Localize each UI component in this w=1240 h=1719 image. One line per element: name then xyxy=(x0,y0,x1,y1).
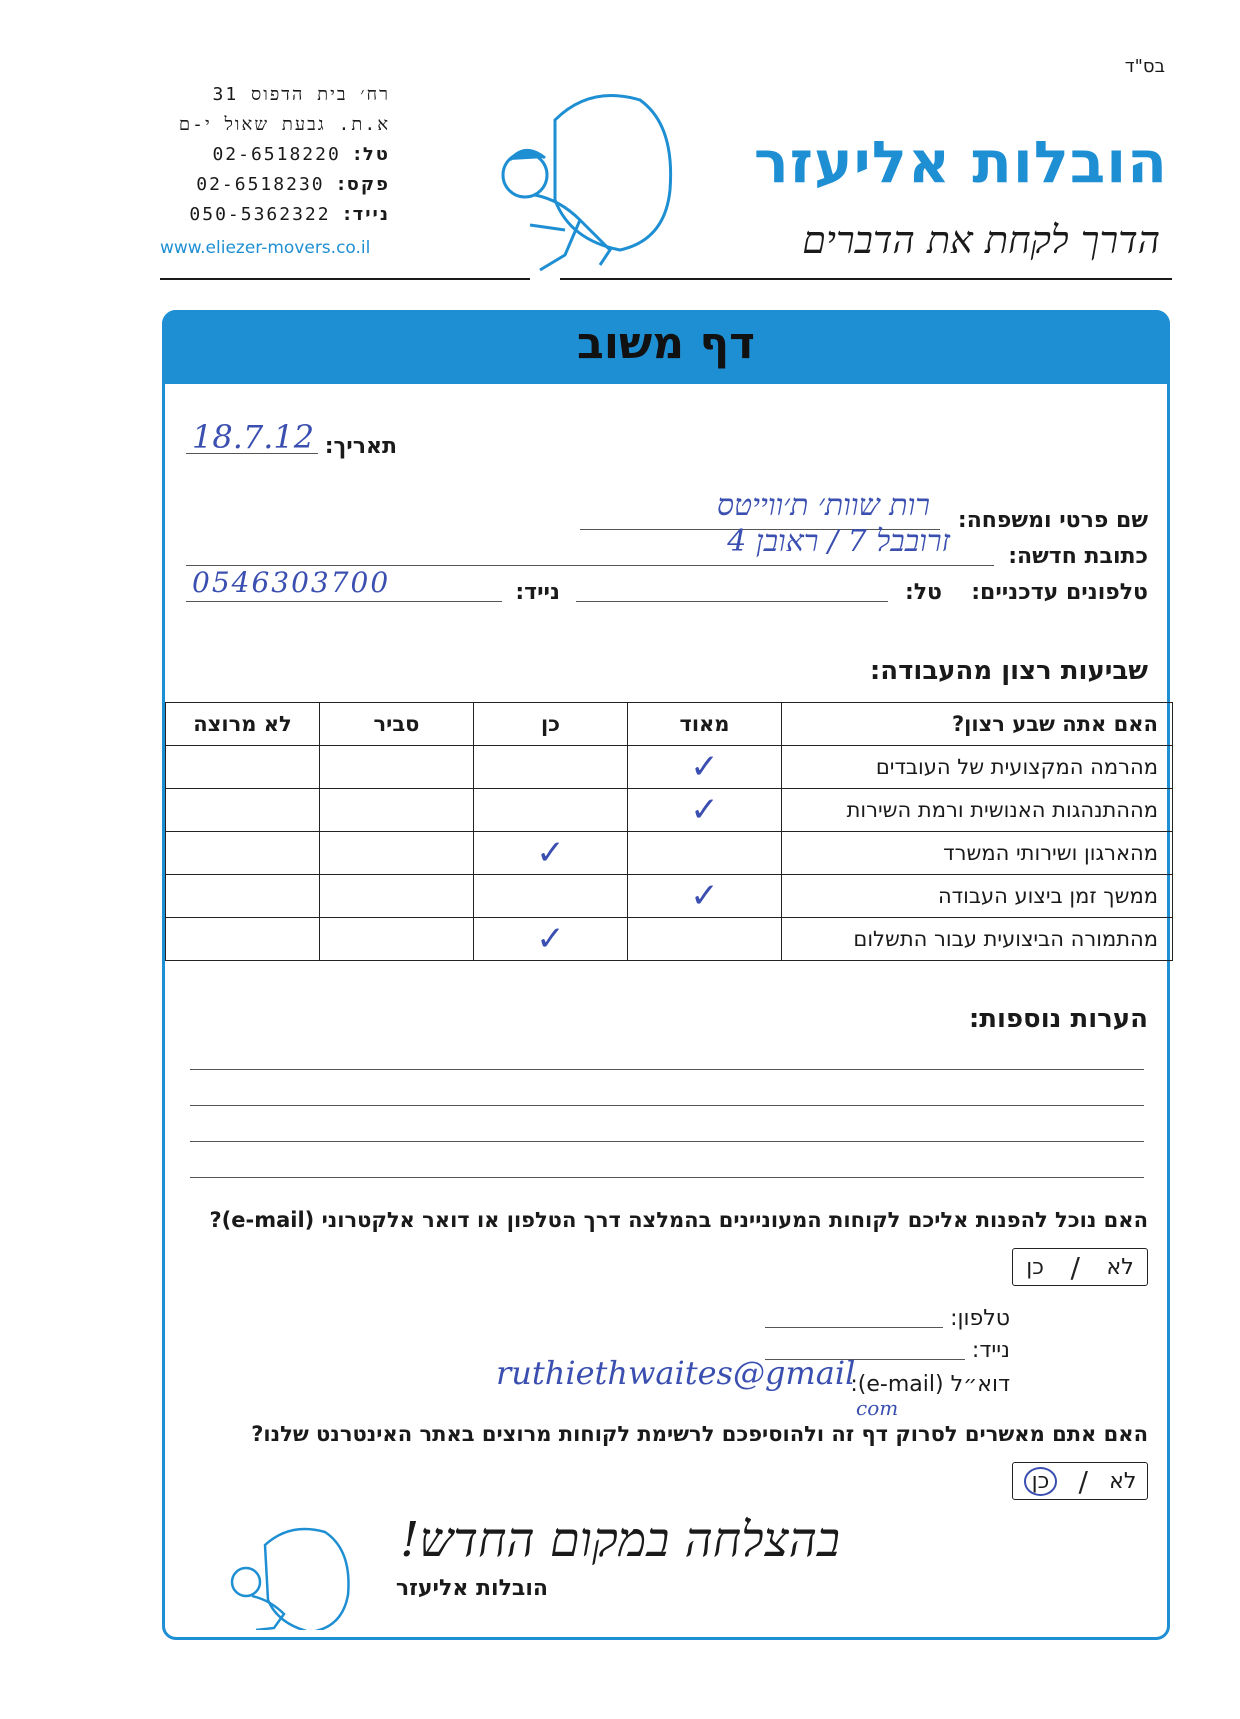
referral-no-option[interactable]: לא xyxy=(1106,1254,1134,1280)
check-cell[interactable]: ✓ xyxy=(628,875,782,918)
check-cell[interactable]: ✓ xyxy=(628,789,782,832)
address-line-1: רח׳ בית הדפוס 31 xyxy=(212,84,390,105)
scan-yes-option[interactable]: כן xyxy=(1024,1467,1058,1496)
tel-field[interactable] xyxy=(576,600,888,602)
header-divider-right xyxy=(560,278,1172,280)
column-header-yes: כן xyxy=(474,703,628,746)
company-name: הובלות אליעזר xyxy=(753,128,1168,196)
check-cell[interactable] xyxy=(166,832,320,875)
notes-line[interactable] xyxy=(190,1068,1144,1070)
row-question: מהארגון ושירותי המשרד xyxy=(782,832,1173,875)
mobile-value: 0546303700 xyxy=(192,566,391,599)
scan-no-option[interactable]: לא xyxy=(1109,1468,1137,1494)
referral-email-label: דוא״ל (e-mail): xyxy=(850,1372,1010,1397)
notes-line[interactable] xyxy=(190,1104,1144,1106)
table-header-row xyxy=(166,703,1173,746)
satisfaction-table xyxy=(165,702,1173,961)
check-cell[interactable] xyxy=(166,918,320,961)
mobile-label: נייד: xyxy=(515,580,560,605)
check-cell[interactable] xyxy=(320,918,474,961)
website-link[interactable]: www.eliezer-movers.co.il xyxy=(160,238,371,258)
referral-phone-field[interactable] xyxy=(765,1326,943,1328)
satisfaction-heading: שביעות רצון מהעבודה: xyxy=(869,656,1148,686)
table-row xyxy=(166,832,1173,875)
mover-mascot-small-icon xyxy=(210,1520,360,1630)
check-cell[interactable] xyxy=(474,875,628,918)
referral-question: האם נוכל להפנות אליכם לקוחות המעוניינים בהמלצה דרך הטלפון או דואר אלקטרוני (e-mail)? xyxy=(209,1208,1148,1232)
check-cell[interactable] xyxy=(474,746,628,789)
slash-divider: / xyxy=(1078,1464,1088,1498)
check-cell[interactable]: ✓ xyxy=(474,918,628,961)
check-cell[interactable] xyxy=(166,875,320,918)
phones-label: טלפונים עדכניים: xyxy=(971,580,1148,605)
address-label: כתובת חדשה: xyxy=(1008,544,1148,569)
table-row xyxy=(166,918,1173,961)
table-row xyxy=(166,789,1173,832)
name-label: שם פרטי ומשפחה: xyxy=(957,508,1148,533)
row-question: ממשך זמן ביצוע העבודה xyxy=(782,875,1173,918)
check-cell[interactable] xyxy=(166,789,320,832)
check-cell[interactable] xyxy=(628,918,782,961)
slash-divider: / xyxy=(1070,1250,1080,1284)
check-cell[interactable] xyxy=(166,746,320,789)
tel-label: טל: xyxy=(904,580,942,605)
phone-number: 02-6518220 xyxy=(212,144,341,165)
referral-phone-label: טלפון: xyxy=(950,1306,1010,1331)
date-value: 18.7.12 xyxy=(192,418,315,456)
fax-line xyxy=(160,170,390,200)
notes-heading: הערות נוספות: xyxy=(968,1004,1148,1034)
row-question: מהרמה המקצועית של העובדים xyxy=(782,746,1173,789)
mobile-label: נייד: xyxy=(343,204,390,225)
form-title: דף משוב xyxy=(576,318,756,369)
check-cell[interactable] xyxy=(320,789,474,832)
check-cell[interactable]: ✓ xyxy=(474,832,628,875)
referral-email-suffix: com xyxy=(856,1396,899,1420)
mobile-field[interactable] xyxy=(186,600,502,602)
date-label: תאריך: xyxy=(324,434,397,459)
row-question: מהתמורה הביצועית עבור התשלום xyxy=(782,918,1173,961)
referral-mobile-label: נייד: xyxy=(971,1338,1010,1363)
check-cell[interactable]: ✓ xyxy=(628,746,782,789)
check-cell[interactable] xyxy=(474,789,628,832)
scan-yes-no-box xyxy=(1012,1462,1148,1500)
notes-line[interactable] xyxy=(190,1176,1144,1178)
referral-yes-option[interactable]: כן xyxy=(1026,1254,1044,1280)
fax-label: פקס: xyxy=(337,174,390,195)
phone-label: טל: xyxy=(353,144,390,165)
fax-number: 02-6518230 xyxy=(196,174,325,195)
referral-email-value: ruthiethwaites@gmail xyxy=(496,1354,856,1392)
mobile-line xyxy=(160,200,390,230)
check-cell[interactable] xyxy=(320,746,474,789)
footer-wish: בהצלחה במקום החדש! xyxy=(400,1512,840,1568)
column-header-unsatisfied: לא מרוצה xyxy=(166,703,320,746)
check-cell[interactable] xyxy=(320,875,474,918)
referral-yes-no-box xyxy=(1012,1248,1148,1286)
column-header-question: האם אתה שבע רצון? xyxy=(782,703,1173,746)
footer-signature: הובלות אליעזר xyxy=(395,1576,548,1601)
check-cell[interactable] xyxy=(320,832,474,875)
column-header-very: מאוד xyxy=(628,703,782,746)
notes-line[interactable] xyxy=(190,1140,1144,1142)
header-divider-left xyxy=(160,278,530,280)
address-line-2: א.ת. גבעת שאול י-ם xyxy=(178,114,390,135)
scan-question: האם אתם מאשרים לסרוק דף זה ולהוסיפכם לרשימת לקוחות מרוצים באתר האינטרנט שלנו? xyxy=(251,1422,1148,1446)
contact-block xyxy=(160,80,390,230)
name-value: רות שוות׳ ת׳ווייטס xyxy=(716,488,930,523)
row-question: מההתנהגות האנושית ורמת השירות xyxy=(782,789,1173,832)
check-cell[interactable] xyxy=(628,832,782,875)
mobile-number: 050-5362322 xyxy=(189,204,331,225)
table-row xyxy=(166,875,1173,918)
table-row xyxy=(166,746,1173,789)
mover-mascot-icon xyxy=(470,80,680,280)
phone-line xyxy=(160,140,390,170)
company-slogan: הדרך לקחת את הדברים xyxy=(802,218,1160,262)
column-header-reasonable: סביר xyxy=(320,703,474,746)
bsd-mark: בס"ד xyxy=(1124,56,1165,77)
address-value: זרובבל 7 / ראובן 4 xyxy=(727,524,950,559)
